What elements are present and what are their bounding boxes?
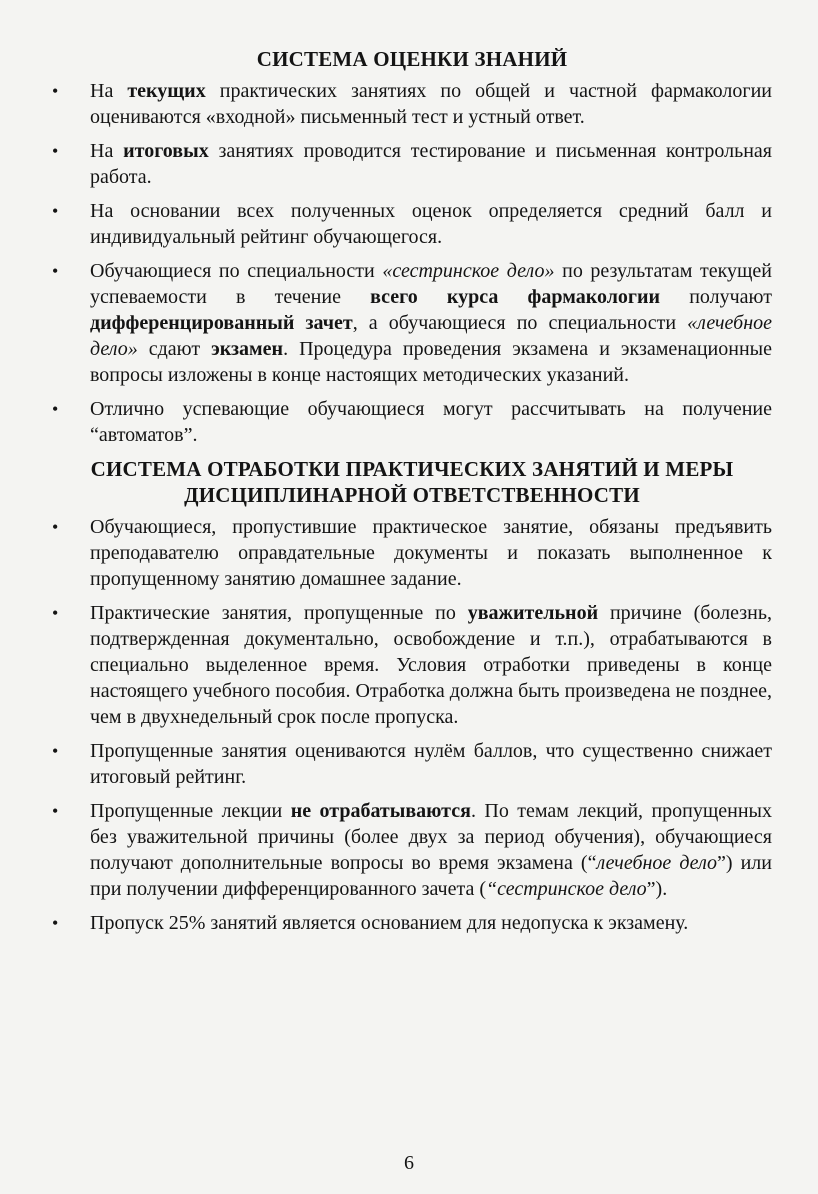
section-title-makeup: СИСТЕМА ОТРАБОТКИ ПРАКТИЧЕСКИХ ЗАНЯТИЙ И МЕРЫ ДИСЦИПЛИНАРНОЙ ОТВЕТСТВЕННОСТИ [90, 457, 734, 507]
grading-rules-list [52, 78, 772, 448]
text-run: Пропущенные занятия оцениваются нулём баллов, что существенно снижает итоговый рейтинг. [90, 740, 772, 788]
text-run: . По темам лекций, пропущенных без уважительной причины (более двух за период обучения), обучающиеся получают дополнительные вопросы во время экзамена (“ [90, 800, 772, 874]
text-run: Обучающиеся по специальности [90, 260, 383, 282]
list-item [52, 600, 772, 730]
bold-text: экзамен [211, 338, 284, 360]
list-item [52, 78, 772, 130]
text-run: сдают [137, 338, 212, 360]
text-run: , а обучающиеся по специальности [352, 312, 688, 334]
list-item [52, 138, 772, 190]
text-run: ”) или при получении дифференцированного зачета ( [90, 852, 772, 900]
text-run: Обучающиеся, пропустившие практическое занятие, обязаны предъявить преподавателю оправдательные документы и показать выполненное к пропущенному занятию домашнее задание. [90, 516, 772, 590]
bold-text: не отрабатываются [290, 800, 471, 822]
list-item [52, 198, 772, 250]
list-item [52, 258, 772, 388]
list-item [52, 738, 772, 790]
bold-text: уважительной [467, 602, 599, 624]
list-item [52, 910, 772, 936]
text-run: занятиях проводится тестирование и письменная контрольная работа. [90, 140, 772, 188]
italic-text: “сестринское дело [486, 878, 647, 900]
bold-text: всего курса фармакологии [370, 286, 661, 308]
italic-text: «сестринское дело» [382, 260, 555, 282]
text-run: ”). [646, 878, 668, 900]
text-run: Пропущенные лекции [90, 800, 291, 822]
bold-text: дифференцированный зачет [90, 312, 353, 334]
list-item [52, 396, 772, 448]
text-run: Практические занятия, пропущенные по [90, 602, 468, 624]
makeup-rules-list [52, 514, 772, 936]
bold-text: итоговых [123, 140, 209, 162]
bold-text: текущих [127, 80, 206, 102]
italic-text: лечебное дело [596, 852, 718, 874]
section-title-grading: СИСТЕМА ОЦЕНКИ ЗНАНИЙ [256, 47, 568, 71]
text-run: Отлично успевающие обучающиеся могут рассчитывать на получение “автоматов”. [90, 398, 772, 446]
text-run: На [90, 140, 124, 162]
list-item [52, 798, 772, 902]
list-item [52, 514, 772, 592]
page-number: 6 [404, 1152, 414, 1174]
text-run: На основании всех полученных оценок определяется средний балл и индивидуальный рейтинг обучающегося. [90, 200, 772, 248]
text-run: причине (болезнь, подтвержденная документально, освобождение и т.п.), отрабатываются в специально выделенное время. Условия отработки приведены в конце настоящего учебного пособия. Отработка должна быть произведена не позднее, чем в двухнедельный срок после пропуска. [90, 602, 772, 728]
text-run: по результатам текущей успеваемости в течение [90, 260, 772, 308]
text-run: . Процедура проведения экзамена и экзаменационные вопросы изложены в конце настоящих методических указаний. [90, 338, 772, 386]
text-run: Пропуск 25% занятий является основанием для недопуска к экзамену. [90, 912, 689, 934]
text-run: получают [660, 286, 772, 308]
text-run: На [90, 80, 128, 102]
text-run: практических занятиях по общей и частной фармакологии оцениваются «входной» письменный тест и устный ответ. [90, 80, 772, 128]
document-page [52, 46, 772, 944]
italic-text: «лечебное дело» [90, 312, 773, 360]
